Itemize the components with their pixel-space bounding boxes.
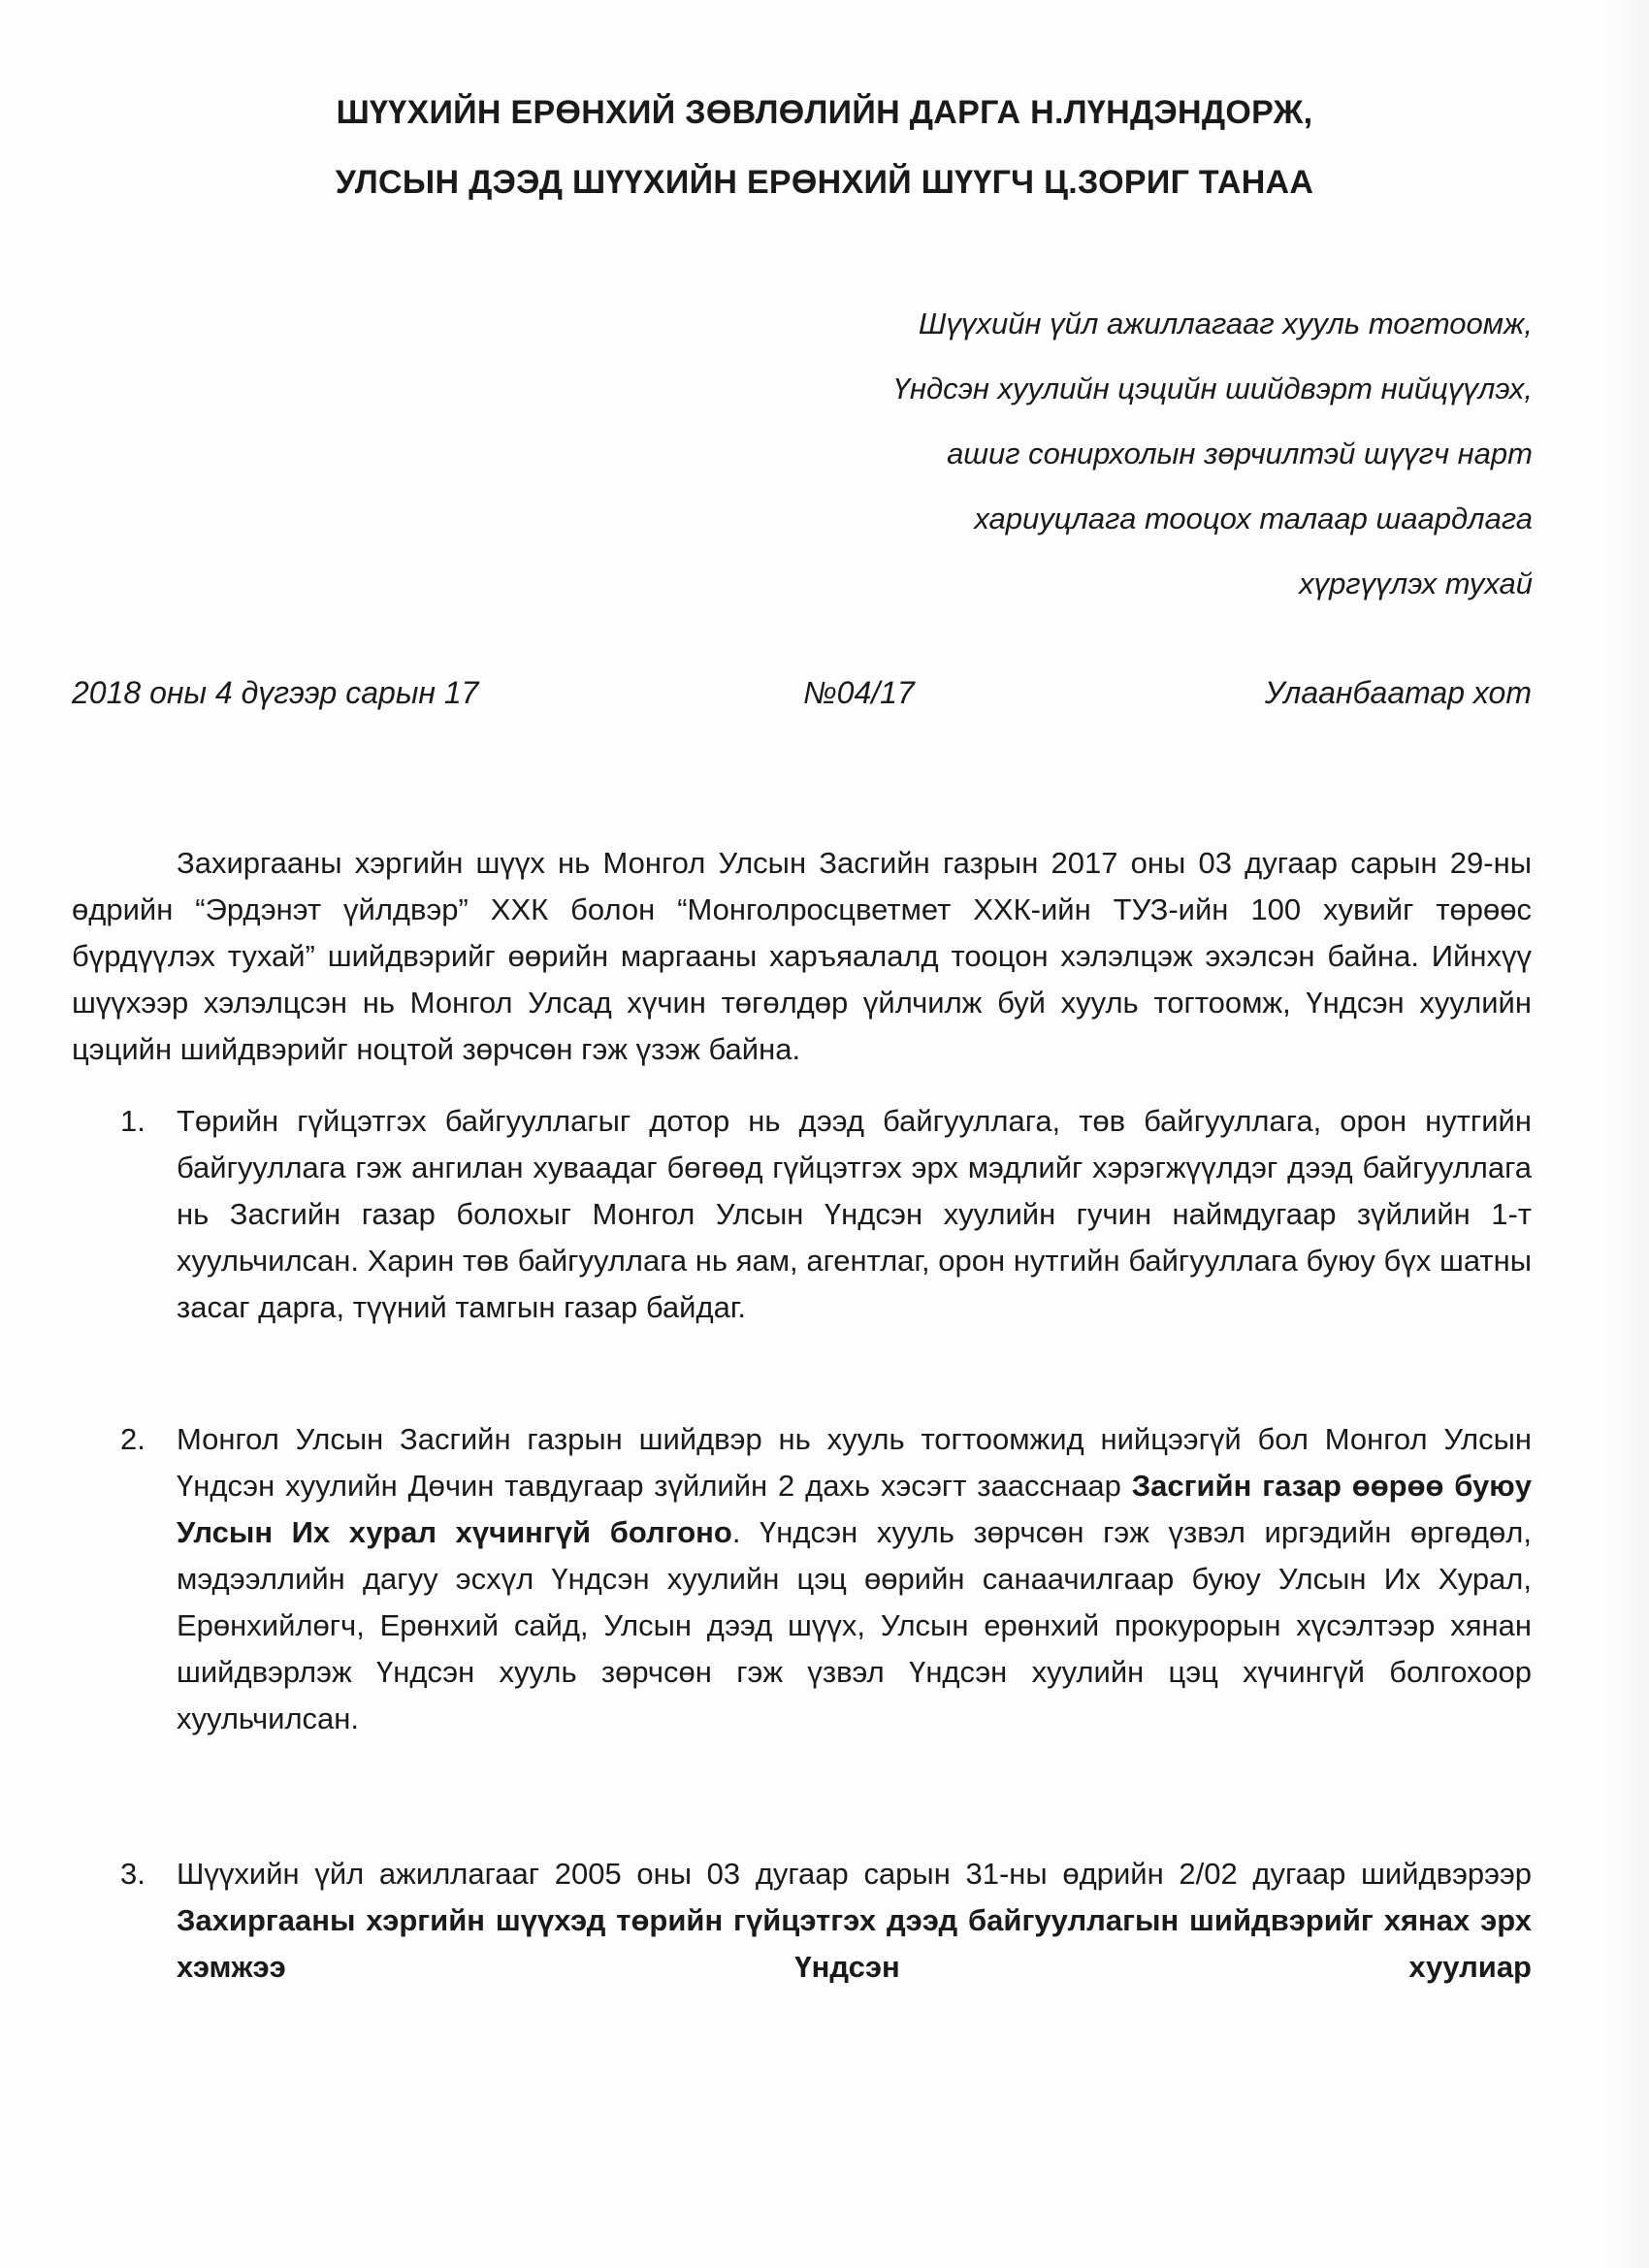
intro-paragraph: Захиргааны хэргийн шүүх нь Монгол Улсын Засгийн газрын 2017 оны 03 дугаар сарын 29-ны өдрийн “Эрдэнэт үйлдвэр” ХХК болон “Монголросцветмет ХХК-ийн ТУЗ-ийн 100 хувийг төрөөс бүрдүүлэх тухай” шийдвэрийг өөрийн маргааны харъяалалд тооцон хэлэлцэж эхэлсэн байна. Ийнхүү шүүхээр хэлэлцсэн нь Монгол Улсад хүчин төгөлдөр үйлчилж буй хууль тогтоомж, Үндсэн хуулийн цэцийн шийдвэрийг ноцтой зөрчсөн гэж үзэж байна. xyxy=(72,846,1532,1066)
subject-line: Шүүхийн үйл ажиллагааг хууль тогтоомж, xyxy=(918,307,1533,340)
list-item xyxy=(120,1416,1532,1742)
list-item-number: 1. xyxy=(120,1104,146,1138)
list-item-emphasis: Засгийн газар өөрөө буюу Улсын Их хурал хүчингүй болгоно xyxy=(177,1469,1532,1549)
list-item-number: 3. xyxy=(120,1857,146,1891)
list-item-text: . Үндсэн хууль зөрчсөн гэж үзвэл иргэдийн өргөдөл, мэдээллийн дагуу эсхүл Үндсэн хуулийн цэц өөрийн санаачилгаар буюу Улсын Их Хурал, Ерөнхийлөгч, Ерөнхий сайд, Улсын дээд шүүх, Улсын ерөнхий прокурорын хүсэлтээр хянан шийдвэрлэж Үндсэн хууль зөрчсөн гэж үзвэл Үндсэн хуулийн цэц хүчингүй болгохоор хуульчилсан. xyxy=(177,1515,1532,1735)
letter-place: Улаанбаатар хот xyxy=(1264,675,1532,710)
letter-date: 2018 оны 4 дүгээр сарын 17 xyxy=(72,675,479,710)
subject-line: хүргүүлэх тухай xyxy=(1299,567,1533,600)
letter-meta-row xyxy=(72,671,1532,714)
subject-line: хариуцлага тооцох талаар шаардлага xyxy=(974,502,1533,535)
list-item xyxy=(120,1851,1532,1991)
letter-number: №04/17 xyxy=(803,675,915,710)
list-item-number: 2. xyxy=(120,1422,146,1456)
list-item-emphasis: Захиргааны хэргийн шүүхэд төрийн гүйцэтгэх дээд байгууллагын шийдвэрийг хянах эрх хэмжээ Үндсэн хуулиар xyxy=(177,1903,1532,1984)
subject-line: ашиг сонирхолын зөрчилтэй шүүгч нарт xyxy=(947,437,1533,470)
subject-line: Үндсэн хуулийн цэцийн шийдвэрт нийцүүлэх, xyxy=(892,372,1533,405)
scan-edge-shadow xyxy=(1610,0,1649,2268)
subject-block xyxy=(893,291,1533,616)
list-item xyxy=(120,1098,1532,1331)
addressee-line-2: УЛСЫН ДЭЭД ШҮҮХИЙН ЕРӨНХИЙ ШҮҮГЧ Ц.ЗОРИГ ТАНАА xyxy=(335,164,1314,201)
addressee-line-1: ШҮҮХИЙН ЕРӨНХИЙ ЗӨВЛӨЛИЙН ДАРГА Н.ЛҮНДЭНДОРЖ, xyxy=(336,94,1313,131)
list-item-text: Монгол Улсын Засгийн газрын шийдвэр нь хууль тогтоомжид нийцээгүй бол Монгол Улсын Үндсэн хуулийн Дөчин тавдугаар зүйлийн 2 дахь хэсэгт заасснаар xyxy=(177,1422,1532,1503)
list-item-text: Шүүхийн үйл ажиллагааг 2005 оны 03 дугаар сарын 31-ны өдрийн 2/02 дугаар шийдвэрээр xyxy=(177,1857,1532,1891)
list-item-text: Төрийн гүйцэтгэх байгууллагыг дотор нь дээд байгууллага, төв байгууллага, орон нутгийн байгууллага гэж ангилан хуваадаг бөгөөд гүйцэтгэх эрх мэдлийг хэрэгжүүлдэг дээд байгууллага нь Засгийн газар болохыг Монгол Улсын Үндсэн хуулийн гучин наймдугаар зүйлийн 1-т хуульчилсан. Харин төв байгууллага нь яам, агентлаг, орон нутгийн байгууллага буюу бүх шатны засаг дарга, түүний тамгын газар байдаг. xyxy=(177,1104,1532,1324)
